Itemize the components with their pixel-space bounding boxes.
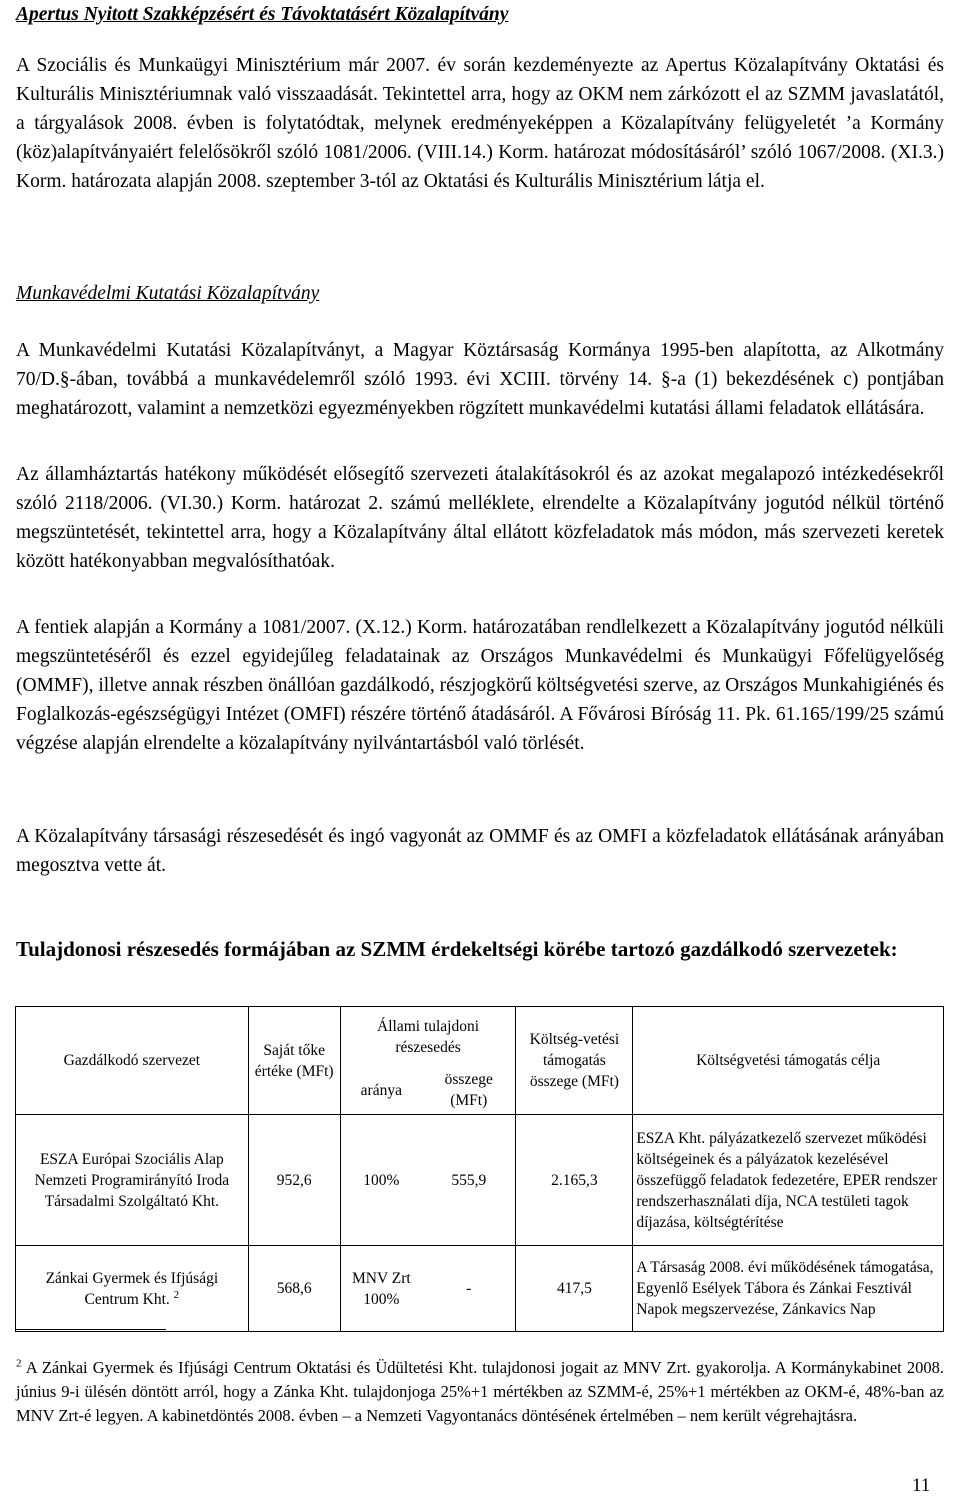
cell-budget: 417,5 bbox=[516, 1246, 633, 1332]
cell-capital: 568,6 bbox=[248, 1246, 340, 1332]
footnote-text: A Zánkai Gyermek és Ifjúsági Centrum Oktatási és Üdültetési Kht. tulajdonosi jogait az MNV Zrt. gyakorolja. A Kormánykabinet 2008. június 9-i ülésén döntött arról, hogy a Zánka Kht. tulajdonjoga 25%+1 mértékben az SZMM-é, 25%+1 mértékben az OKM-é, 48%-ban az MNV Zrt-é legyen. A kabinetdöntés 2008. évben – a Nemzeti Vagyontanács döntésének értelmében – nem került végrehajtásra. bbox=[16, 1358, 944, 1425]
cell-org bbox=[16, 1246, 249, 1332]
table-row bbox=[16, 1115, 944, 1246]
paragraph-munkavedelmi-1: A Munkavédelmi Kutatási Közalapítványt, a Magyar Köztársaság Kormánya 1995-ben alapította, az Alkotmány 70/D.§-ában, továbbá a munkavédelemről szóló 1993. évi XCIII. törvény 14. §-a (1) bekezdésének c) pontjában meghatározott, valamint a nemzetközi egyezményekben rögzített munkavédelmi kutatási állami feladatok ellátására. bbox=[16, 340, 944, 419]
cell-org-text: Zánkai Gyermek és Ifjúsági Centrum Kht. bbox=[45, 1269, 219, 1308]
header-state-share: Állami tulajdoni részesedés bbox=[340, 1007, 516, 1067]
header-org: Gazdálkodó szervezet bbox=[16, 1007, 249, 1115]
footnote bbox=[16, 1356, 944, 1428]
heading-tulajdonosi: Tulajdonosi részesedés formájában az SZMM érdekeltségi körébe tartozó gazdálkodó szervezetek: bbox=[16, 937, 898, 961]
footnote-marker: 2 bbox=[16, 1357, 22, 1370]
cell-amount: 555,9 bbox=[422, 1115, 516, 1246]
cell-purpose: ESZA Kht. pályázatkezelő szervezet működési költségeinek és a pályázatok kezelésével összefüggő feladatok fedezetére, EPER rendszer rendszerhasználati díja, NCA testületi tagok díjazása, költségtérítése bbox=[633, 1115, 944, 1246]
table-header-row-1 bbox=[16, 1007, 944, 1067]
cell-org: ESZA Európai Szociális Alap Nemzeti Programirányító Iroda Társadalmi Szolgáltató Kht. bbox=[16, 1115, 249, 1246]
header-purpose: Költségvetési támogatás célja bbox=[633, 1007, 944, 1115]
paragraph-munkavedelmi-4: A Közalapítvány társasági részesedését és ingó vagyonát az OMMF és az OMFI a közfeladatok ellátásának arányában megosztva vette át. bbox=[16, 826, 944, 876]
header-ratio: aránya bbox=[340, 1067, 422, 1115]
footnote-ref: 2 bbox=[173, 1288, 180, 1301]
paragraph-apertus: A Szociális és Munkaügyi Minisztérium már 2007. év során kezdeményezte az Apertus Közalapítvány Oktatási és Kulturális Minisztériumnak való visszaadását. Tekintettel arra, hogy az OKM nem zárkózott el az SZMM javaslatától, a tárgyalások 2008. évben is folytatódtak, melynek eredményeképpen a Közalapítvány felügyeletét ’a Kormány (köz)alapítványaiért felelősökről szóló 1081/2006. (VIII.14.) Korm. határozat módosításáról’ szóló 1067/2008. (XI.3.) Korm. határozata alapján 2008. szeptember 3-tól az Oktatási és Kulturális Minisztérium látja el. bbox=[16, 55, 944, 192]
cell-capital: 952,6 bbox=[248, 1115, 340, 1246]
header-budget: Költség-vetési támogatás összege (MFt) bbox=[516, 1007, 633, 1115]
cell-ratio: MNV Zrt 100% bbox=[340, 1246, 422, 1332]
cell-amount: - bbox=[422, 1246, 516, 1332]
paragraph-munkavedelmi-2: Az államháztartás hatékony működését elősegítő szervezeti átalakításokról és az azokat megalapozó intézkedésekről szóló 2118/2006. (VI.30.) Korm. határozat 2. számú melléklete, elrendelte a Közalapítvány jogutód nélkül történő megszüntetését, tekintettel arra, hogy a Közalapítvány által ellátott közfeladatok más módon, más szervezeti keretek között hatékonyabban megvalósíthatóak. bbox=[16, 464, 944, 572]
page-number: 11 bbox=[912, 1475, 931, 1496]
header-capital: Saját tőke értéke (MFt) bbox=[248, 1007, 340, 1115]
footnote-divider bbox=[16, 1329, 166, 1330]
cell-budget: 2.165,3 bbox=[516, 1115, 633, 1246]
paragraph-munkavedelmi-3: A fentiek alapján a Kormány a 1081/2007. (X.12.) Korm. határozatában rendlelkezett a Közalapítvány jogutód nélküli megszüntetéséről és ezzel egyidejűleg feladatainak az Országos Munkavédelmi és Munkaügyi Főfelügyelőség (OMMF), illetve annak részben önállóan gazdálkodó, részjogkörű költségvetési szerve, az Országos Munkahigiénés és Foglalkozás-egészségügyi Intézet (OMFI) részére történő átadásáról. A Fővárosi Bíróság 11. Pk. 61.165/199/25 számú végzése alapján elrendelte a közalapítvány nyilvántartásból való törlését. bbox=[16, 617, 944, 754]
cell-purpose: A Társaság 2008. évi működésének támogatása, Egyenlő Esélyek Tábora és Zánkai Fesztivál Napok megszervezése, Zánkavics Nap bbox=[633, 1246, 944, 1332]
table-row bbox=[16, 1246, 944, 1332]
cell-ratio: 100% bbox=[340, 1115, 422, 1246]
ownership-table bbox=[15, 1006, 944, 1332]
heading-apertus: Apertus Nyitott Szakképzésért és Távoktatásért Közalapítvány bbox=[16, 4, 509, 25]
heading-munkavedelmi: Munkavédelmi Kutatási Közalapítvány bbox=[16, 283, 320, 304]
header-amount: összege (MFt) bbox=[422, 1067, 516, 1115]
